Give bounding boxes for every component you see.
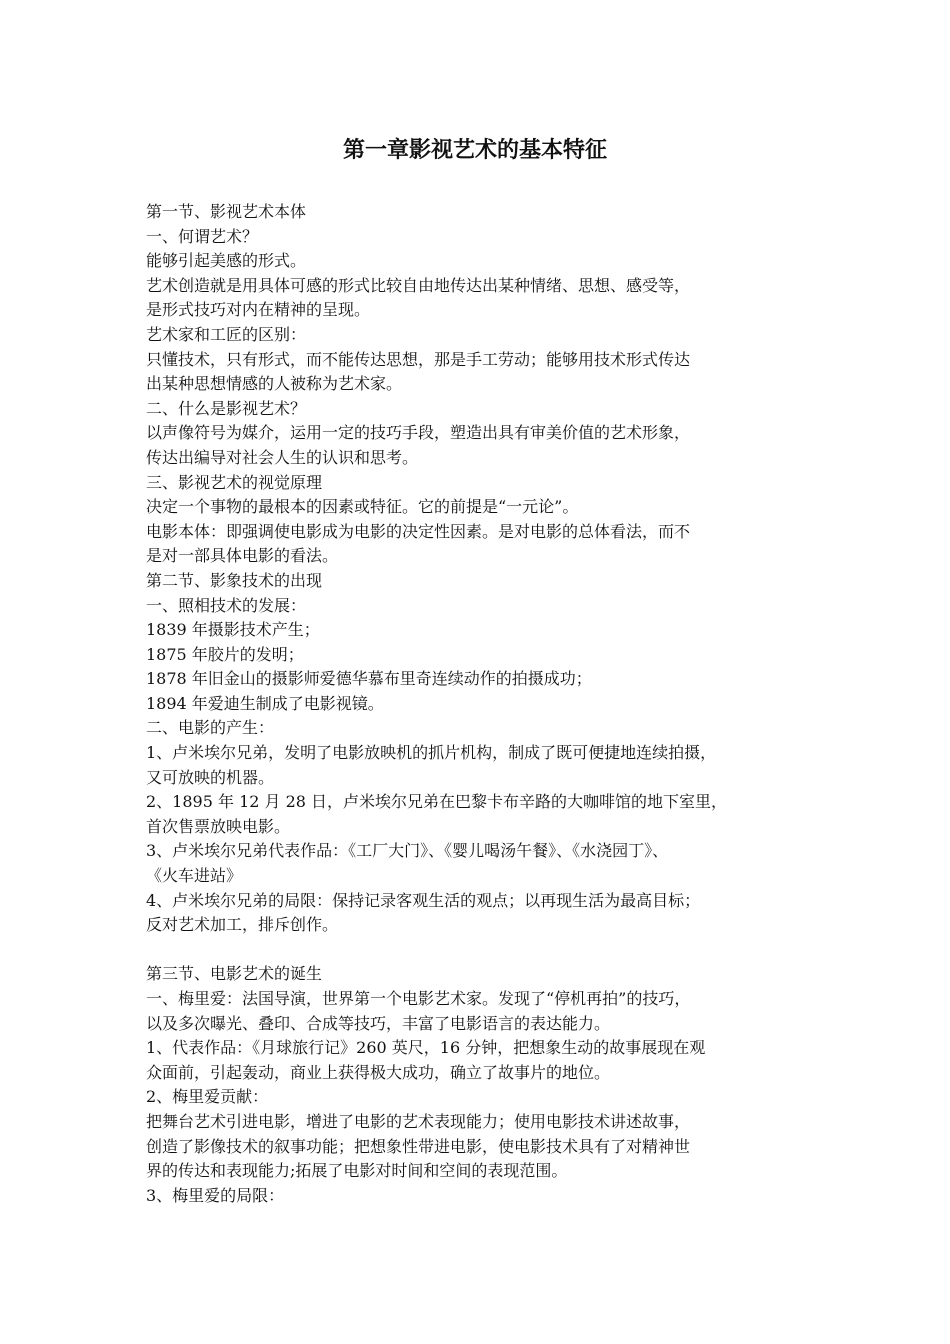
paragraph-line: 4、卢米埃尔兄弟的局限：保持记录客观生活的观点；以再现生活为最高目标；	[146, 890, 701, 910]
document-body	[146, 200, 826, 1208]
section-heading: 第三节、电影艺术的诞生	[146, 964, 323, 984]
paragraph-line: 艺术家和工匠的区别：	[146, 324, 307, 344]
paragraph-line: 只懂技术，只有形式，而不能传达思想，那是手工劳动；能够用技术形式传达	[146, 349, 691, 369]
paragraph-line: 1、代表作品：《月球旅行记》260 英尺，16 分钟，把想象生动的故事展现在观	[146, 1038, 706, 1058]
subheading: 二、什么是影视艺术？	[146, 398, 307, 418]
paragraph-line: 1875 年胶片的发明；	[146, 644, 304, 664]
paragraph-line: 创造了影像技术的叙事功能；把想象性带进电影，使电影技术具有了对精神世	[146, 1136, 691, 1156]
paragraph-line: 众面前，引起轰动，商业上获得极大成功，确立了故事片的地位。	[146, 1062, 611, 1082]
paragraph-line: 3、卢米埃尔兄弟代表作品：《工厂大门》、《婴儿喝汤午餐》、《水浇园丁》、	[146, 841, 669, 861]
section-heading: 第二节、影象技术的出现	[146, 570, 323, 590]
paragraph-line: 一、梅里爱：法国导演，世界第一个电影艺术家。发现了“停机再拍”的技巧，	[146, 989, 691, 1008]
paragraph-line: 出某种思想情感的人被称为艺术家。	[146, 374, 403, 394]
subheading: 2、梅里爱贡献：	[146, 1087, 269, 1107]
paragraph-line: 传达出编导对社会人生的认识和思考。	[146, 447, 419, 467]
subheading: 3、梅里爱的局限：	[146, 1185, 285, 1205]
paragraph-line: 以及多次曝光、叠印、合成等技巧，丰富了电影语言的表达能力。	[146, 1013, 611, 1033]
subheading: 一、照相技术的发展：	[146, 595, 307, 615]
paragraph-line: 1、卢米埃尔兄弟，发明了电影放映机的抓片机构，制成了既可便捷地连续拍摄，	[146, 743, 717, 763]
paragraph-line: 又可放映的机器。	[146, 767, 275, 787]
paragraph-line: 1878 年旧金山的摄影师爱德华慕布里奇连续动作的拍摄成功；	[146, 669, 592, 689]
paragraph-line: 反对艺术加工，排斥创作。	[146, 915, 339, 935]
paragraph-line: 首次售票放映电影。	[146, 816, 291, 836]
section-heading: 第一节、影视艺术本体	[146, 202, 307, 221]
blank-line	[146, 938, 826, 963]
paragraph-line: 2、1895 年 12 月 28 日，卢米埃尔兄弟在巴黎卡布辛路的大咖啡馆的地下室里，	[146, 792, 728, 812]
paragraph-line: 能够引起美感的形式。	[146, 251, 307, 271]
paragraph-line: 电影本体：即强调使电影成为电影的决定性因素。是对电影的总体看法，而不	[146, 521, 691, 541]
paragraph-line: 1839 年摄影技术产生；	[146, 620, 320, 640]
paragraph-line: 《火车进站》	[146, 866, 243, 886]
paragraph-line: 艺术创造就是用具体可感的形式比较自由地传达出某种情绪、思想、感受等，	[146, 275, 691, 295]
subheading: 二、电影的产生：	[146, 718, 275, 738]
paragraph-line: 是对一部具体电影的看法。	[146, 546, 339, 566]
paragraph-line: 界的传达和表现能力;拓展了电影对时间和空间的表现范围。	[146, 1161, 568, 1181]
paragraph-line: 以声像符号为媒介，运用一定的技巧手段，塑造出具有审美价值的艺术形象，	[146, 423, 691, 443]
subheading: 一、何谓艺术？	[146, 226, 259, 246]
paragraph-line: 把舞台艺术引进电影，增进了电影的艺术表现能力；使用电影技术讲述故事，	[146, 1111, 691, 1131]
paragraph-line: 1894 年爱迪生制成了电影视镜。	[146, 693, 384, 713]
paragraph-line: 决定一个事物的最根本的因素或特征。它的前提是“一元论”。	[146, 497, 579, 517]
document-title: 第一章影视艺术的基本特征	[342, 137, 607, 163]
paragraph-line: 是形式技巧对内在精神的呈现。	[146, 300, 371, 320]
subheading: 三、影视艺术的视觉原理	[146, 472, 323, 492]
